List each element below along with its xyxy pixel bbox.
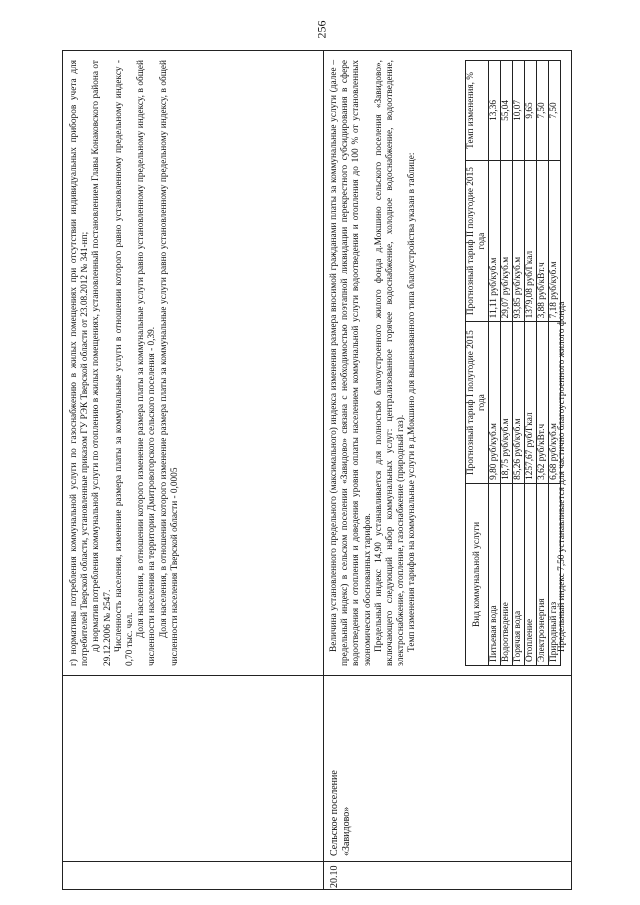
closing-paragraph: Предельный индекс 7,50 устанавливается для частично благоустроенного жилого фонда	[557, 301, 567, 652]
change-rate: 55,04	[501, 61, 513, 161]
table-row	[513, 61, 525, 666]
tariff-h2: 7,18 руб/куб.м	[549, 160, 561, 322]
service-name: Природный газ	[549, 483, 561, 665]
tariff-h1: 85,26 руб/куб.м	[513, 322, 525, 484]
column-divider-number	[63, 861, 571, 862]
column-divider-name	[63, 675, 571, 676]
service-name: Водоотведение	[501, 483, 513, 665]
header-tariff-h1: Прогнозный тариф I полугодие 2015 года	[466, 322, 489, 484]
table-row	[501, 61, 513, 666]
tariff-h2: 29,07 руб/куб.м	[501, 160, 513, 322]
header-tariff-h2: Прогнозный тариф II полугодие 2015 года	[466, 160, 489, 322]
tariff-h2: 93,85 руб/куб.м	[513, 160, 525, 322]
row-paragraph: Величина установленного предельного (максимального) индекса изменения размера вносимой гражданами платы за коммунальные услуги (далее – предельный индекс) в сельском поселении «Завидово» связана с необходимостью поэтапной ликвидации перекрестного субсидирования в сфере водоотведения и отопления и доведения уровня оплаты населением коммунальной услуги водоотведения и отопления до 100 % от установленных экономически обоснованных тарифов.	[329, 60, 373, 666]
prev-paragraph: д) норматив потребления коммунальной услуги по отоплению в жилых помещениях, установленный постановлением Главы Конаковского района от 29.12.2006 № 2547.	[91, 60, 113, 666]
service-name: Питьевая вода	[489, 483, 501, 665]
row-divider	[323, 50, 324, 890]
service-name: Горячая вода	[513, 483, 525, 665]
header-service: Вид коммунальной услуги	[466, 483, 489, 665]
row-text	[329, 60, 419, 666]
table-row	[537, 61, 549, 666]
tariff-h1: 9,80 руб/куб.м	[489, 322, 501, 484]
table-row	[525, 61, 537, 666]
tariff-table	[465, 60, 561, 666]
tariff-h2: 11,11 руб/куб.м	[489, 160, 501, 322]
row-name: Сельское поселение «Завидово»	[329, 770, 352, 856]
service-name: Отопление	[525, 483, 537, 665]
change-rate: 7,50	[537, 61, 549, 161]
page-number: 256	[314, 20, 329, 39]
change-rate: 7,50	[549, 61, 561, 161]
prev-section-text	[69, 60, 181, 666]
main-table	[62, 50, 572, 890]
tariff-h1: 6,68 руб/куб.м	[549, 322, 561, 484]
prev-paragraph: г) нормативы потребления коммунальной услуги по газоснабжению в жилых помещениях при отсутствии индивидуальных приборов учета для потребителей Тверской области, установленные приказом ГУ РЭК Тверской области от 23.08.2012 № 341-нп;	[69, 60, 91, 666]
tariff-h1: 1257,67 руб/Гкал	[525, 322, 537, 484]
rotated-page-content	[62, 50, 572, 890]
change-rate: 13,36	[489, 61, 501, 161]
tariff-h1: 3,62 руб/кВт.ч	[537, 322, 549, 484]
table-row	[489, 61, 501, 666]
change-rate: 10,07	[513, 61, 525, 161]
prev-paragraph: Численность населения, изменение размера платы за коммунальные услуги в отношении которого равно установленному предельному индексу - 0,70 тыс. чел.	[113, 60, 136, 666]
prev-paragraph: Доля населения, в отношении которого изменение размера платы за коммунальные услуги равно установленному предельному индексу, в общей численности населения на территории Дмитровогорского сельского поселения - 0,39.	[136, 60, 158, 666]
row-paragraph: Предельный индекс 14,90 устанавливается для полностью благоустроенного жилого фонда д.Мокшино сельского поселения «Завидово», включающего следующий набор коммунальных услуг: централизованное горячее водоснабжение, холодное водоснабжение, водоотведение, электроснабжение, отопление, газоснабжение (природный газ).	[373, 60, 407, 666]
closing-text	[557, 60, 568, 666]
prev-paragraph: Доля населения, в отношении которого изменение размера платы за коммунальные услуги равно установленному предельному индексу, в общей численности населения Тверской области - 0,0005	[158, 60, 180, 666]
table-border-right	[63, 50, 571, 51]
table-border-left	[63, 889, 571, 890]
tariff-h2: 1379,08 руб/Гкал	[525, 160, 537, 322]
header-change-rate: Темп изменения, %	[466, 61, 489, 161]
change-rate: 9,65	[525, 61, 537, 161]
row-number: 20.10	[329, 865, 340, 888]
row-paragraph: Темп изменения тарифов на коммунальные услуги в д.Мокшино для вышеназванного типа благоустройства указан в таблице:	[407, 152, 418, 652]
tariff-h1: 18,75 руб/куб.м	[501, 322, 513, 484]
tariff-header-row	[466, 61, 489, 666]
service-name: Электроэнергия	[537, 483, 549, 665]
tariff-h2: 3,88 руб/кВт.ч	[537, 160, 549, 322]
